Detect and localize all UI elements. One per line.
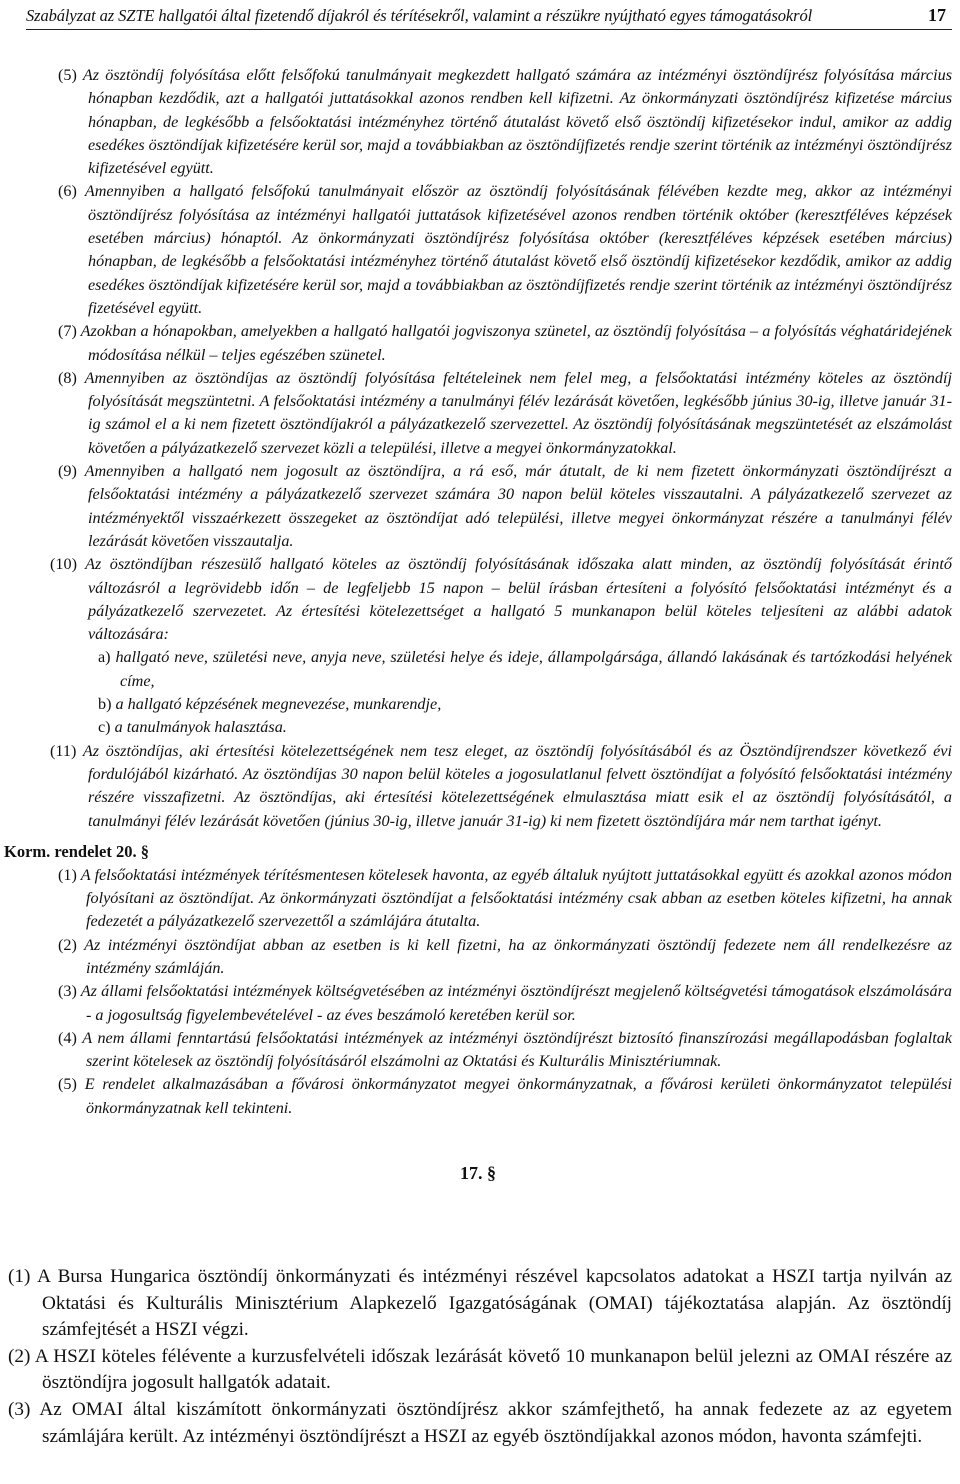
paragraph-8: (8) Amennyiben az ösztöndíjas az ösztöndíj folyósítása feltételeinek nem felel meg, a felsőoktatási intézmény köteles az ösztöndíj folyósítását megszüntetni. A felsőoktatási intézmény a tanulmányi félév lezárását követően, legkésőbb június 30-ig, illetve január 31-ig számol el a ki nem fizetett ösztöndíjakról a pályázatkezelő szervezettel. Az ösztöndíj folyósításának megszüntetését az elszámolást követően a pályázatkezelő szervezet közli a települési, illetve a megyei önkormányzatokkal. xyxy=(58,368,952,457)
section-17-paragraph-3: (3) Az OMAI által kiszámított önkormányzati ösztöndíjrész akkor számfejthető, ha annak fedezete az az egyetem számlájára került. Az intézményi ösztöndíjrészt a HSZI az egyéb ösztöndíjakkal azonos módon, havonta számfejti. xyxy=(8,1398,952,1447)
paragraph-11: (11) Az ösztöndíjas, aki értesítési kötelezettségének nem tesz eleget, az ösztöndíj folyósításából és az Ösztöndíjrendszer következő évi fordulójából kizárható. Az ösztöndíjas 30 napon belül köteles a jogosulatlanul felvett ösztöndíjat a folyósító felsőoktatási intézmény részére visszafizetni. Az ösztöndíjas, aki értesítési kötelezettségének elmulasztása miatt esik el az ösztöndíj folyósításától, a tanulmányi félév lezárását követően (június 30-ig, illetve január 31-ig) ki nem fizetett ösztöndíjára már nem tarthat igényt. xyxy=(50,741,952,830)
section-17-paragraph-2: (2) A HSZI köteles félévente a kurzusfelvételi időszak lezárását követő 10 munkanapon belül jelezni az OMAI részére az ösztöndíjra jogosult hallgatók adatait. xyxy=(8,1345,952,1394)
page-number: 17 xyxy=(928,5,946,25)
paragraph-5: (5) Az ösztöndíj folyósítása előtt felsőfokú tanulmányait megkezdett hallgató számára az intézményi ösztöndíjrész folyósítása március hónapban kezdődik, azt a hallgatói juttatásokkal azonos rendben kell kifizetni. Az önkormányzati ösztöndíjrész kifizetése március hónapban, de legkésőbb a felsőoktatási intézményhez történő átutalást követő első ösztöndíj kifizetésekor indul, amikor az addig esedékes ösztöndíjak kifizetésére kerül sor, majd a továbbiakban az ösztöndíjfizetés rendje szerint történik az intézményi ösztöndíjrész kifizetésével együtt. xyxy=(58,66,952,178)
paragraph-7: (7) Azokban a hónapokban, amelyekben a hallgató hallgatói jogviszonya szünetel, az ösztöndíj folyósítása – a folyósítás véghatáridejének módosítása nélkül – teljes egészében szünetel. xyxy=(58,322,952,364)
paragraph-6: (6) Amennyiben a hallgató felsőfokú tanulmányait először az ösztöndíj folyósításának félévében kezdte meg, akkor az intézményi ösztöndíjrész folyósítása az intézményi hallgatói juttatások kifizetésével azonos rendben történik október (keresztféléves képzések esetében március) hónaptól. Az önkormányzati ösztöndíjrész folyósítása október (keresztféléves képzések esetében március) hónapban, de legkésőbb a felsőoktatási intézményhez történő átutalást követő első ösztöndíj kifizetésekor kezdődik, amikor az addig esedékes ösztöndíjak kifizetésére kerül sor, majd a továbbiakban az ösztöndíjfizetés rendje szerint történik az intézményi ösztöndíjrész fizetésével együtt. xyxy=(58,182,952,317)
korm-paragraph-3: (3) Az állami felsőoktatási intézmények költségvetésében az intézményi ösztöndíjrészt megjelenő költségvetési támogatások elszámolására - a jogosultság figyelembevételével - az éves beszámoló keretében kerül sor. xyxy=(58,982,952,1024)
korm-paragraph-1: (1) A felsőoktatási intézmények térítésmentesen kötelesek havonta, az egyéb általuk nyújtott juttatásokkal együtt és azokkal azonos módon folyósítani az ösztöndíjat. Az önkormányzati ösztöndíjat a felsőoktatási intézmény csak abban az esetben köteles kifizetni, ha annak fedezetét a pályázatkezelő szervezettől a számlájára átutalta. xyxy=(58,865,952,931)
page-header xyxy=(26,0,952,30)
subitem-a: a) hallgató neve, születési neve, anyja neve, születési helye és ideje, állampolgársága, állandó lakásának és tartózkodási helyének címe, xyxy=(98,648,953,690)
section-16-continuation xyxy=(50,64,953,833)
main-content xyxy=(4,64,953,1185)
section-17-paragraph-1: (1) A Bursa Hungarica ösztöndíj önkormányzati és intézményi részével kapcsolatos adatokat a HSZI tartja nyilván az Oktatási és Kulturális Minisztérium Alapkezelő Igazgatóságának (OMAI) tájékoztatása alapján. Az ösztöndíj számfejtését a HSZI végzi. xyxy=(8,1266,952,1341)
korm-paragraph-5: (5) E rendelet alkalmazásában a fővárosi önkormányzatot megyei önkormányzatnak, a fővárosi kerületi önkormányzatot települési önkormányzatnak kell tekinteni. xyxy=(58,1075,953,1117)
paragraph-10: (10) Az ösztöndíjban részesülő hallgató köteles az ösztöndíj folyósításának időszaka alatt minden, az ösztöndíj folyósítását érintő változásról a legrövidebb időn – de legfeljebb 15 napon – belül írásban értesíteni a folyósító felsőoktatási intézményt és a pályázatkezelő szervezetet. Az értesítési kötelezettséget a hallgató 5 munkanapon belül köteles teljesíteni az alábbi adatok változására: xyxy=(50,555,952,644)
korm-paragraph-4: (4) A nem állami fenntartású felsőoktatási intézmények az intézményi ösztöndíjrészt biztosító finanszírozási megállapodásban foglaltak szerint kötelesek az ösztöndíj folyósításáról elszámolni az Oktatási és Kulturális Minisztériumnak. xyxy=(58,1028,952,1071)
paragraph-9: (9) Amennyiben a hallgató nem jogosult az ösztöndíjra, a rá eső, már átutalt, de ki nem fizetett önkormányzati ösztöndíjrészt a felsőoktatási intézmény a pályázatkezelő szervezet számára 30 napon belül köteles visszautalni. A pályázatkezelő szervezet az intézményektől visszaérkezett összegeket az ösztöndíjat adó települési, illetve megyei önkormányzat részére a tanulmányi félév lezárását követően visszautalja. xyxy=(58,462,952,550)
subitem-c: c) a tanulmányok halasztása. xyxy=(98,718,287,737)
section-17-heading: 17. § xyxy=(460,1163,496,1184)
section-17-body xyxy=(8,1264,952,1450)
korm-rendelet-heading: Korm. rendelet 20. § xyxy=(4,841,149,861)
document-title: Szabályzat az SZTE hallgatói által fizetendő díjakról és térítésekről, valamint a részükre nyújtható egyes támogatásokról xyxy=(26,6,813,25)
subitem-b: b) a hallgató képzésének megnevezése, munkarendje, xyxy=(98,695,442,714)
korm-paragraph-2: (2) Az intézményi ösztöndíjat abban az esetben is ki kell fizetni, ha az önkormányzati ösztöndíj fedezete nem áll rendelkezésre az intézmény számláján. xyxy=(58,935,952,977)
